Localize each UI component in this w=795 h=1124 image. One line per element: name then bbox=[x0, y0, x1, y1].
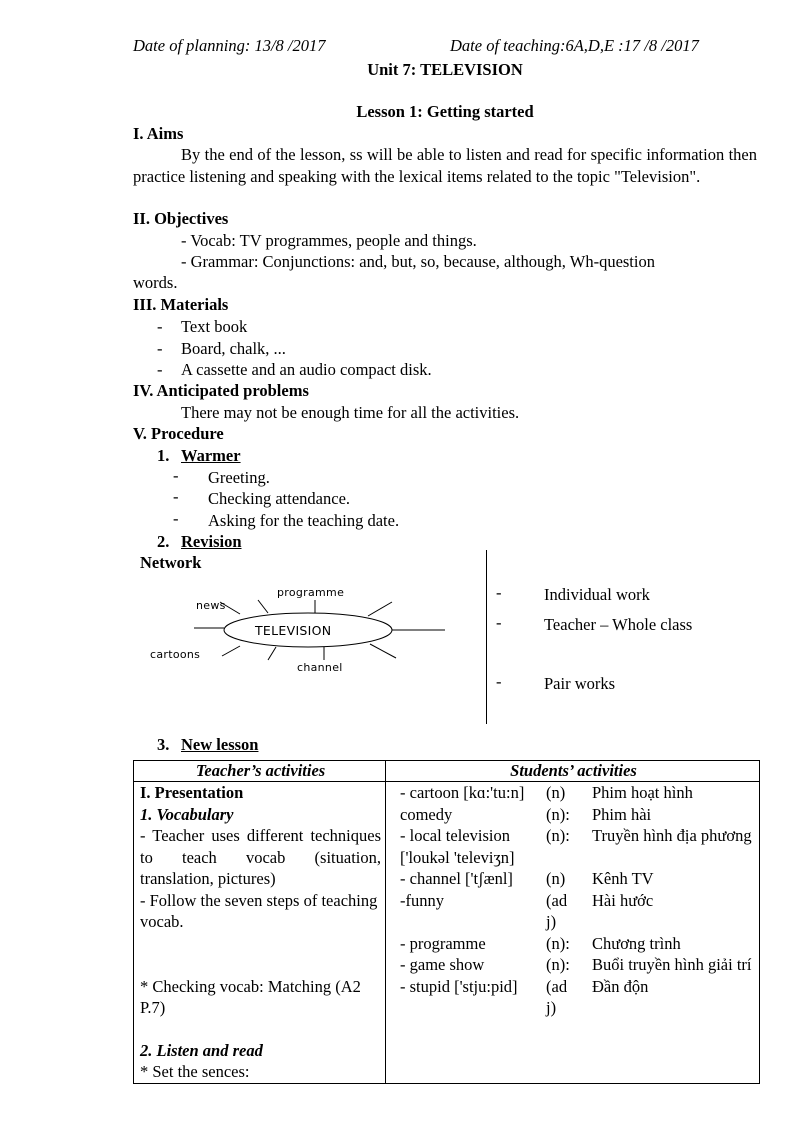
material-dash: - bbox=[157, 339, 163, 358]
teacher-activities-cell bbox=[134, 782, 386, 1084]
network-spoke bbox=[258, 600, 268, 613]
warmer-item: Checking attendance. bbox=[208, 489, 351, 508]
column-divider bbox=[486, 550, 487, 724]
network-label-programme: programme bbox=[277, 586, 345, 599]
table-header-row bbox=[134, 761, 760, 782]
procedure-heading: V. Procedure bbox=[133, 424, 224, 443]
network-label-news: news bbox=[196, 599, 226, 612]
students-activities-header: Students’ activities bbox=[386, 761, 760, 782]
warmer-dash: - bbox=[173, 509, 179, 528]
revision-number: 2. bbox=[157, 532, 170, 551]
new-lesson-heading: New lesson bbox=[181, 735, 259, 754]
vocab-list bbox=[400, 782, 755, 1019]
materials-heading: III. Materials bbox=[133, 295, 229, 314]
interaction-dash: - bbox=[496, 672, 502, 691]
revision-heading: Revision bbox=[181, 532, 242, 551]
interaction-mode: Pair works bbox=[544, 674, 616, 693]
warmer-dash: - bbox=[173, 466, 179, 485]
vocab-pos: (adj) bbox=[546, 976, 568, 1017]
vocab-word: comedy bbox=[400, 804, 453, 824]
network-heading: Network bbox=[140, 553, 202, 572]
problems-text: There may not be enough time for all the activities. bbox=[181, 403, 520, 422]
vocab-meaning: Truyền hình địa phương bbox=[592, 826, 752, 845]
aims-heading: I. Aims bbox=[133, 124, 184, 143]
material-item: A cassette and an audio compact disk. bbox=[181, 360, 432, 379]
aims-text: By the end of the lesson, ss will be able to listen and read for specific information then practice listening and speaking with the lexical items related to the topic "Television". bbox=[133, 145, 757, 186]
teacher-activities-header: Teacher’s activities bbox=[134, 761, 386, 782]
material-dash: - bbox=[157, 317, 163, 336]
objective-grammar-cont: words. bbox=[133, 273, 178, 292]
checking-vocab-text: * Checking vocab: Matching (A2 P.7) bbox=[140, 976, 361, 1017]
vocab-meaning: Hài hước bbox=[592, 890, 654, 910]
network-spoke bbox=[370, 644, 396, 658]
warmer-number: 1. bbox=[157, 446, 170, 465]
vocab-word: - channel ['tʃænl] bbox=[400, 869, 513, 888]
problems-heading: IV. Anticipated problems bbox=[133, 381, 309, 400]
warmer-item: Greeting. bbox=[208, 468, 270, 487]
students-activities-cell bbox=[386, 782, 760, 1084]
objectives-heading: II. Objectives bbox=[133, 209, 229, 228]
warmer-heading: Warmer bbox=[181, 446, 241, 465]
vocabulary-heading: 1. Vocabulary bbox=[140, 804, 234, 824]
activities-table bbox=[133, 760, 760, 1084]
vocab-pos: (n): bbox=[546, 826, 570, 845]
vocab-word: - game show bbox=[400, 955, 485, 974]
interaction-mode: Teacher – Whole class bbox=[544, 615, 693, 634]
network-diagram bbox=[140, 580, 460, 680]
interaction-dash: - bbox=[496, 583, 502, 602]
network-label-cartoons: cartoons bbox=[150, 648, 201, 661]
vocab-meaning: Chương trình bbox=[592, 933, 681, 953]
vocab-word: - local television ['loukəl 'televiʒn] bbox=[400, 826, 515, 867]
material-item: Text book bbox=[181, 317, 248, 336]
date-of-teaching: Date of teaching:6A,D,E :17 /8 /2017 bbox=[450, 36, 699, 55]
vocab-meaning: Buổi truyền hình giải trí bbox=[592, 955, 752, 974]
interaction-dash: - bbox=[496, 613, 502, 632]
objective-grammar: - Grammar: Conjunctions: and, but, so, because, although, Wh-question bbox=[181, 252, 655, 271]
network-spoke bbox=[268, 647, 276, 660]
teacher-steps-text: - Follow the seven steps of teaching vocab. bbox=[140, 890, 378, 931]
network-spoke bbox=[368, 602, 392, 616]
vocab-meaning: Đần độn bbox=[592, 976, 649, 996]
warmer-dash: - bbox=[173, 487, 179, 506]
vocab-word: -funny bbox=[400, 890, 444, 910]
lesson-title: Lesson 1: Getting started bbox=[356, 102, 534, 121]
vocab-pos: (n): bbox=[546, 804, 570, 824]
listen-read-heading: 2. Listen and read bbox=[140, 1040, 263, 1060]
interaction-mode: Individual work bbox=[544, 585, 650, 604]
vocab-pos: (n): bbox=[546, 933, 570, 953]
vocab-word: - programme bbox=[400, 933, 486, 953]
objective-vocab: - Vocab: TV programmes, people and things. bbox=[181, 231, 477, 250]
vocab-pos: (n) bbox=[546, 783, 566, 802]
presentation-heading: I. Presentation bbox=[140, 783, 244, 802]
network-label-channel: channel bbox=[297, 661, 343, 674]
teacher-vocab-text: - Teacher uses different techniques to teach vocab (situation, translation, pictures) bbox=[140, 826, 381, 888]
network-spoke bbox=[222, 646, 240, 656]
network-center-label: TELEVISION bbox=[255, 623, 332, 638]
vocab-pos: (adj) bbox=[546, 890, 568, 931]
vocab-word: - stupid ['stju:pid] bbox=[400, 976, 518, 996]
material-dash: - bbox=[157, 360, 163, 379]
vocab-meaning: Phim hài bbox=[592, 804, 652, 824]
new-lesson-number: 3. bbox=[157, 735, 170, 754]
vocab-meaning: Kênh TV bbox=[592, 869, 654, 888]
date-of-planning: Date of planning: 13/8 /2017 bbox=[133, 36, 326, 55]
set-scenes-text: * Set the sences: bbox=[140, 1062, 250, 1081]
vocab-pos: (n) bbox=[546, 869, 566, 888]
vocab-meaning: Phim hoạt hình bbox=[592, 783, 693, 802]
table-row bbox=[134, 782, 760, 1084]
material-item: Board, chalk, ... bbox=[181, 339, 286, 358]
vocab-word: - cartoon [kɑ:'tu:n] bbox=[400, 783, 525, 802]
vocab-pos: (n): bbox=[546, 955, 570, 974]
unit-title: Unit 7: TELEVISION bbox=[367, 60, 523, 79]
warmer-item: Asking for the teaching date. bbox=[208, 511, 400, 530]
